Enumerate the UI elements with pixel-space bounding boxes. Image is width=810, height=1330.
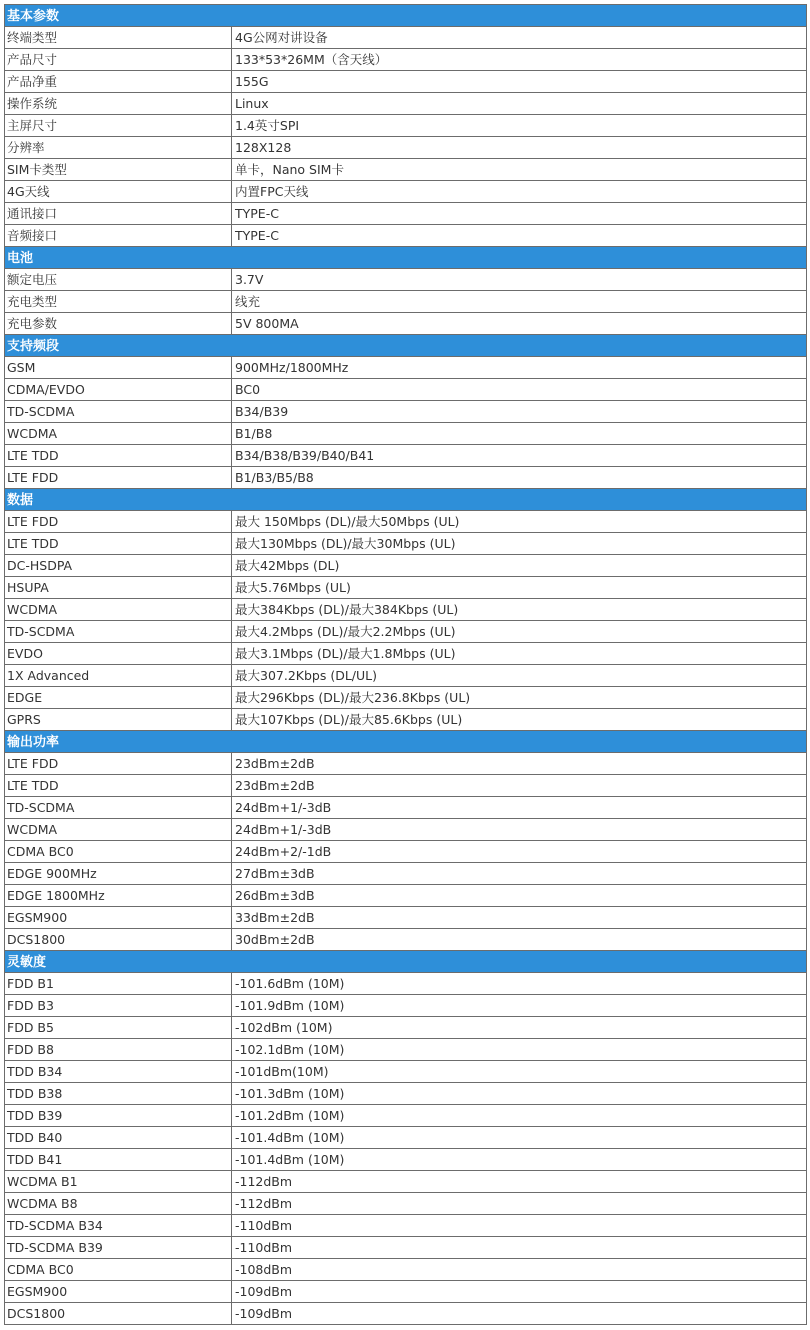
table-row bbox=[5, 401, 807, 423]
row-value: 23dBm±2dB bbox=[232, 775, 807, 797]
row-label: 充电类型 bbox=[5, 291, 232, 313]
row-label: 终端类型 bbox=[5, 27, 232, 49]
row-label: LTE FDD bbox=[5, 753, 232, 775]
row-label: 音频接口 bbox=[5, 225, 232, 247]
row-label: TDD B41 bbox=[5, 1149, 232, 1171]
row-label: HSUPA bbox=[5, 577, 232, 599]
row-label: WCDMA bbox=[5, 819, 232, 841]
row-label: DC-HSDPA bbox=[5, 555, 232, 577]
row-label: FDD B1 bbox=[5, 973, 232, 995]
row-label: TD-SCDMA bbox=[5, 401, 232, 423]
section-header bbox=[5, 951, 807, 973]
row-label: LTE FDD bbox=[5, 467, 232, 489]
row-value: -109dBm bbox=[232, 1281, 807, 1303]
row-value: B1/B3/B5/B8 bbox=[232, 467, 807, 489]
row-value: -102.1dBm (10M) bbox=[232, 1039, 807, 1061]
row-label: WCDMA bbox=[5, 423, 232, 445]
row-value: 5V 800MA bbox=[232, 313, 807, 335]
row-label: CDMA BC0 bbox=[5, 841, 232, 863]
row-value: -101dBm(10M) bbox=[232, 1061, 807, 1083]
row-value: 900MHz/1800MHz bbox=[232, 357, 807, 379]
row-value: 最大 150Mbps (DL)/最大50Mbps (UL) bbox=[232, 511, 807, 533]
row-label: EDGE 1800MHz bbox=[5, 885, 232, 907]
table-row bbox=[5, 797, 807, 819]
table-row bbox=[5, 49, 807, 71]
table-row bbox=[5, 93, 807, 115]
section-header bbox=[5, 5, 807, 27]
row-label: 主屏尺寸 bbox=[5, 115, 232, 137]
table-row bbox=[5, 1237, 807, 1259]
row-value: 最大296Kbps (DL)/最大236.8Kbps (UL) bbox=[232, 687, 807, 709]
row-value: 最大3.1Mbps (DL)/最大1.8Mbps (UL) bbox=[232, 643, 807, 665]
table-row bbox=[5, 841, 807, 863]
table-row bbox=[5, 1061, 807, 1083]
row-label: TD-SCDMA B34 bbox=[5, 1215, 232, 1237]
table-row bbox=[5, 599, 807, 621]
row-value: 24dBm+2/-1dB bbox=[232, 841, 807, 863]
row-value: -101.6dBm (10M) bbox=[232, 973, 807, 995]
row-value: -102dBm (10M) bbox=[232, 1017, 807, 1039]
table-row bbox=[5, 181, 807, 203]
row-value: 155G bbox=[232, 71, 807, 93]
table-row bbox=[5, 225, 807, 247]
table-row bbox=[5, 511, 807, 533]
table-row bbox=[5, 1083, 807, 1105]
row-value: 最大107Kbps (DL)/最大85.6Kbps (UL) bbox=[232, 709, 807, 731]
table-row bbox=[5, 1127, 807, 1149]
row-label: LTE TDD bbox=[5, 775, 232, 797]
row-value: -101.4dBm (10M) bbox=[232, 1127, 807, 1149]
row-value: -110dBm bbox=[232, 1237, 807, 1259]
row-value: 26dBm±3dB bbox=[232, 885, 807, 907]
table-row bbox=[5, 27, 807, 49]
row-label: 1X Advanced bbox=[5, 665, 232, 687]
table-row bbox=[5, 291, 807, 313]
table-row bbox=[5, 1017, 807, 1039]
table-row bbox=[5, 555, 807, 577]
row-label: WCDMA B8 bbox=[5, 1193, 232, 1215]
row-label: CDMA/EVDO bbox=[5, 379, 232, 401]
table-row bbox=[5, 1281, 807, 1303]
row-label: TD-SCDMA B39 bbox=[5, 1237, 232, 1259]
section-header bbox=[5, 247, 807, 269]
row-value: 128X128 bbox=[232, 137, 807, 159]
spec-table-body bbox=[5, 5, 807, 1325]
row-label: WCDMA B1 bbox=[5, 1171, 232, 1193]
row-value: 33dBm±2dB bbox=[232, 907, 807, 929]
row-label: TDD B40 bbox=[5, 1127, 232, 1149]
table-row bbox=[5, 1105, 807, 1127]
row-label: 额定电压 bbox=[5, 269, 232, 291]
row-value: 1.4英寸SPI bbox=[232, 115, 807, 137]
row-value: -110dBm bbox=[232, 1215, 807, 1237]
table-row bbox=[5, 445, 807, 467]
section-header bbox=[5, 731, 807, 753]
row-value: 27dBm±3dB bbox=[232, 863, 807, 885]
table-row bbox=[5, 973, 807, 995]
section-title: 电池 bbox=[5, 247, 807, 269]
section-title: 灵敏度 bbox=[5, 951, 807, 973]
row-label: FDD B8 bbox=[5, 1039, 232, 1061]
section-title: 基本参数 bbox=[5, 5, 807, 27]
row-value: TYPE-C bbox=[232, 203, 807, 225]
table-row bbox=[5, 665, 807, 687]
row-label: 充电参数 bbox=[5, 313, 232, 335]
row-value: B34/B39 bbox=[232, 401, 807, 423]
row-label: 分辨率 bbox=[5, 137, 232, 159]
table-row bbox=[5, 1303, 807, 1325]
table-row bbox=[5, 203, 807, 225]
row-label: 产品尺寸 bbox=[5, 49, 232, 71]
row-label: GPRS bbox=[5, 709, 232, 731]
row-label: TDD B34 bbox=[5, 1061, 232, 1083]
row-label: 产品净重 bbox=[5, 71, 232, 93]
table-row bbox=[5, 709, 807, 731]
row-value: 24dBm+1/-3dB bbox=[232, 797, 807, 819]
row-value: B34/B38/B39/B40/B41 bbox=[232, 445, 807, 467]
table-row bbox=[5, 357, 807, 379]
row-label: CDMA BC0 bbox=[5, 1259, 232, 1281]
row-value: 最大307.2Kbps (DL/UL) bbox=[232, 665, 807, 687]
row-label: WCDMA bbox=[5, 599, 232, 621]
row-value: -101.3dBm (10M) bbox=[232, 1083, 807, 1105]
table-row bbox=[5, 885, 807, 907]
table-row bbox=[5, 1171, 807, 1193]
row-label: TDD B39 bbox=[5, 1105, 232, 1127]
row-label: FDD B5 bbox=[5, 1017, 232, 1039]
table-row bbox=[5, 995, 807, 1017]
section-header bbox=[5, 489, 807, 511]
row-label: TD-SCDMA bbox=[5, 797, 232, 819]
row-label: 通讯接口 bbox=[5, 203, 232, 225]
row-value: 单卡，Nano SIM卡 bbox=[232, 159, 807, 181]
row-value: -108dBm bbox=[232, 1259, 807, 1281]
row-value: 4G公网对讲设备 bbox=[232, 27, 807, 49]
section-title: 支持频段 bbox=[5, 335, 807, 357]
spec-table bbox=[4, 4, 807, 1325]
table-row bbox=[5, 467, 807, 489]
row-label: EDGE 900MHz bbox=[5, 863, 232, 885]
row-label: DCS1800 bbox=[5, 929, 232, 951]
table-row bbox=[5, 819, 807, 841]
table-row bbox=[5, 159, 807, 181]
row-value: TYPE-C bbox=[232, 225, 807, 247]
table-row bbox=[5, 1259, 807, 1281]
section-title: 数据 bbox=[5, 489, 807, 511]
row-value: -101.9dBm (10M) bbox=[232, 995, 807, 1017]
row-value: Linux bbox=[232, 93, 807, 115]
row-label: 操作系统 bbox=[5, 93, 232, 115]
row-value: 24dBm+1/-3dB bbox=[232, 819, 807, 841]
row-value: 最大384Kbps (DL)/最大384Kbps (UL) bbox=[232, 599, 807, 621]
table-row bbox=[5, 753, 807, 775]
row-value: -109dBm bbox=[232, 1303, 807, 1325]
row-value: B1/B8 bbox=[232, 423, 807, 445]
row-label: 4G天线 bbox=[5, 181, 232, 203]
row-value: 最大4.2Mbps (DL)/最大2.2Mbps (UL) bbox=[232, 621, 807, 643]
row-label: FDD B3 bbox=[5, 995, 232, 1017]
table-row bbox=[5, 423, 807, 445]
row-label: TD-SCDMA bbox=[5, 621, 232, 643]
table-row bbox=[5, 71, 807, 93]
table-row bbox=[5, 533, 807, 555]
section-header bbox=[5, 335, 807, 357]
table-row bbox=[5, 863, 807, 885]
table-row bbox=[5, 269, 807, 291]
row-label: LTE FDD bbox=[5, 511, 232, 533]
row-value: 30dBm±2dB bbox=[232, 929, 807, 951]
row-label: SIM卡类型 bbox=[5, 159, 232, 181]
row-value: 内置FPC天线 bbox=[232, 181, 807, 203]
table-row bbox=[5, 929, 807, 951]
row-value: -101.4dBm (10M) bbox=[232, 1149, 807, 1171]
row-value: 最大5.76Mbps (UL) bbox=[232, 577, 807, 599]
table-row bbox=[5, 137, 807, 159]
row-value: 23dBm±2dB bbox=[232, 753, 807, 775]
row-label: EVDO bbox=[5, 643, 232, 665]
row-value: -101.2dBm (10M) bbox=[232, 1105, 807, 1127]
row-label: GSM bbox=[5, 357, 232, 379]
row-value: -112dBm bbox=[232, 1171, 807, 1193]
row-value: 最大130Mbps (DL)/最大30Mbps (UL) bbox=[232, 533, 807, 555]
table-row bbox=[5, 1193, 807, 1215]
table-row bbox=[5, 621, 807, 643]
table-row bbox=[5, 115, 807, 137]
row-label: LTE TDD bbox=[5, 533, 232, 555]
row-label: EGSM900 bbox=[5, 907, 232, 929]
row-value: BC0 bbox=[232, 379, 807, 401]
row-value: 线充 bbox=[232, 291, 807, 313]
row-label: DCS1800 bbox=[5, 1303, 232, 1325]
row-value: -112dBm bbox=[232, 1193, 807, 1215]
table-row bbox=[5, 379, 807, 401]
table-row bbox=[5, 643, 807, 665]
row-value: 最大42Mbps (DL) bbox=[232, 555, 807, 577]
table-row bbox=[5, 1039, 807, 1061]
table-row bbox=[5, 907, 807, 929]
table-row bbox=[5, 1149, 807, 1171]
row-label: LTE TDD bbox=[5, 445, 232, 467]
row-label: EGSM900 bbox=[5, 1281, 232, 1303]
table-row bbox=[5, 775, 807, 797]
table-row bbox=[5, 577, 807, 599]
section-title: 输出功率 bbox=[5, 731, 807, 753]
table-row bbox=[5, 313, 807, 335]
row-label: EDGE bbox=[5, 687, 232, 709]
table-row bbox=[5, 687, 807, 709]
table-row bbox=[5, 1215, 807, 1237]
row-value: 3.7V bbox=[232, 269, 807, 291]
row-label: TDD B38 bbox=[5, 1083, 232, 1105]
row-value: 133*53*26MM（含天线） bbox=[232, 49, 807, 71]
